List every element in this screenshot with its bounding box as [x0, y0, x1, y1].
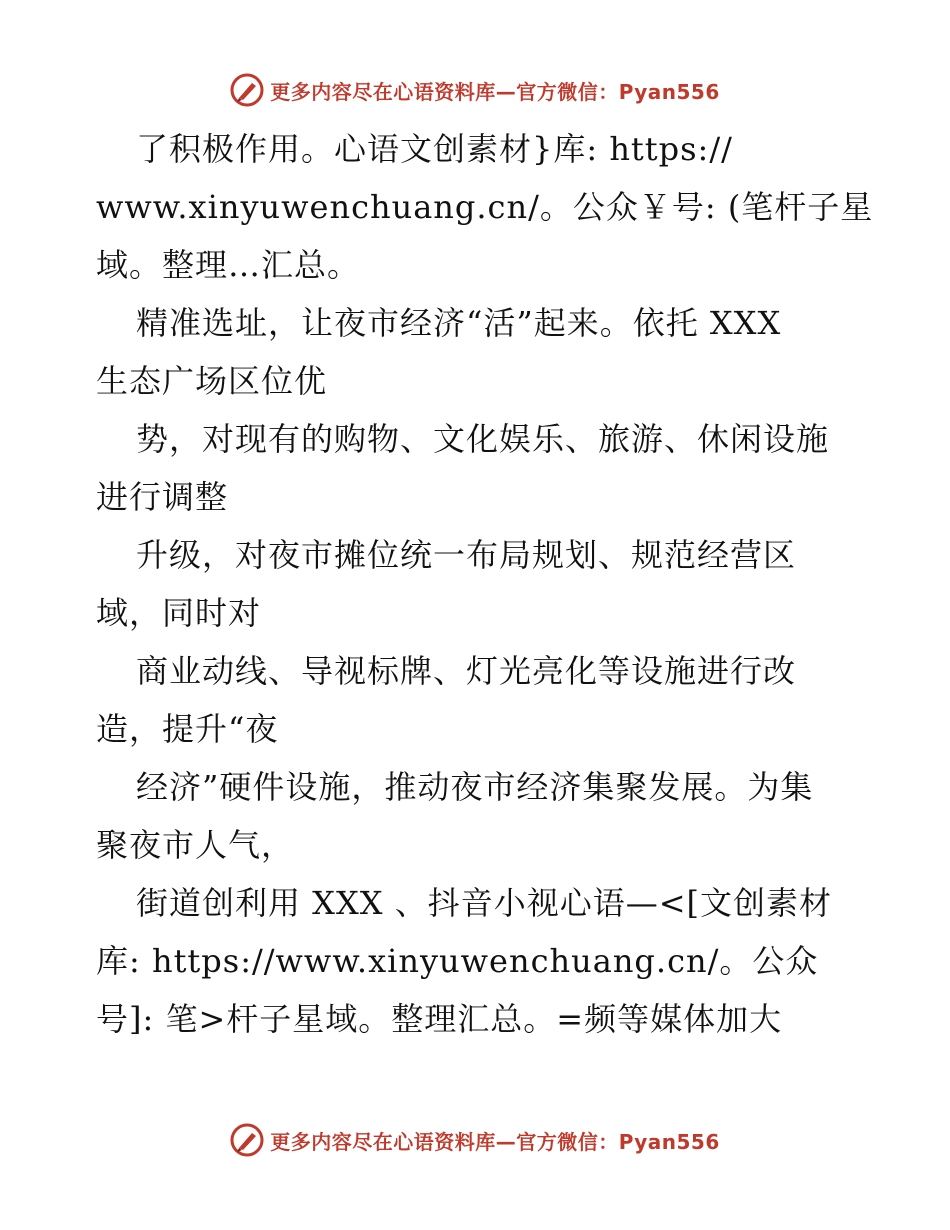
text-line: 域。整理…汇总。 [96, 246, 361, 284]
text-line: 号]: 笔>杆子星域。整理汇总。=频等媒体加大 [96, 1000, 783, 1038]
text-line: 街道创利用 XXX 、抖音小视心语—<[文创素材 [136, 884, 832, 922]
text-line: 势，对现有的购物、文化娱乐、旅游、休闲设施 [136, 420, 830, 458]
footer-banner-text: 更多内容尽在心语资料库—官方微信：Pyan556 [270, 1129, 720, 1154]
text-line: 精准选址，让夜市经济“活”起来。依托 XXX [136, 304, 782, 342]
pen-logo-icon [230, 1123, 264, 1157]
text-line: 生态广场区位优 [96, 362, 328, 400]
text-line: 域，同时对 [96, 594, 262, 632]
pen-logo-icon [230, 73, 264, 107]
text-line: 库: https://www.xinyuwenchuang.cn/。公众 [96, 942, 819, 980]
text-line: 造，提升“夜 [96, 710, 279, 748]
text-line: 商业动线、导视标牌、灯光亮化等设施进行改 [136, 652, 797, 690]
footer-banner [0, 1120, 950, 1160]
header-banner [0, 70, 950, 110]
text-line: 聚夜市人气， [96, 826, 295, 864]
document-body [96, 120, 876, 1048]
text-line: 经济”硬件设施，推动夜市经济集聚发展。为集 [136, 768, 814, 806]
text-line: 了积极作用。心语文创素材}库: https:// [136, 130, 733, 168]
text-line: www.xinyuwenchuang.cn/。公众￥号: (笔杆子星 [96, 188, 874, 226]
header-banner-text: 更多内容尽在心语资料库—官方微信：Pyan556 [270, 79, 720, 104]
text-line: 进行调整 [96, 478, 229, 516]
text-line: 升级，对夜市摊位统一布局规划、规范经营区 [136, 536, 797, 574]
